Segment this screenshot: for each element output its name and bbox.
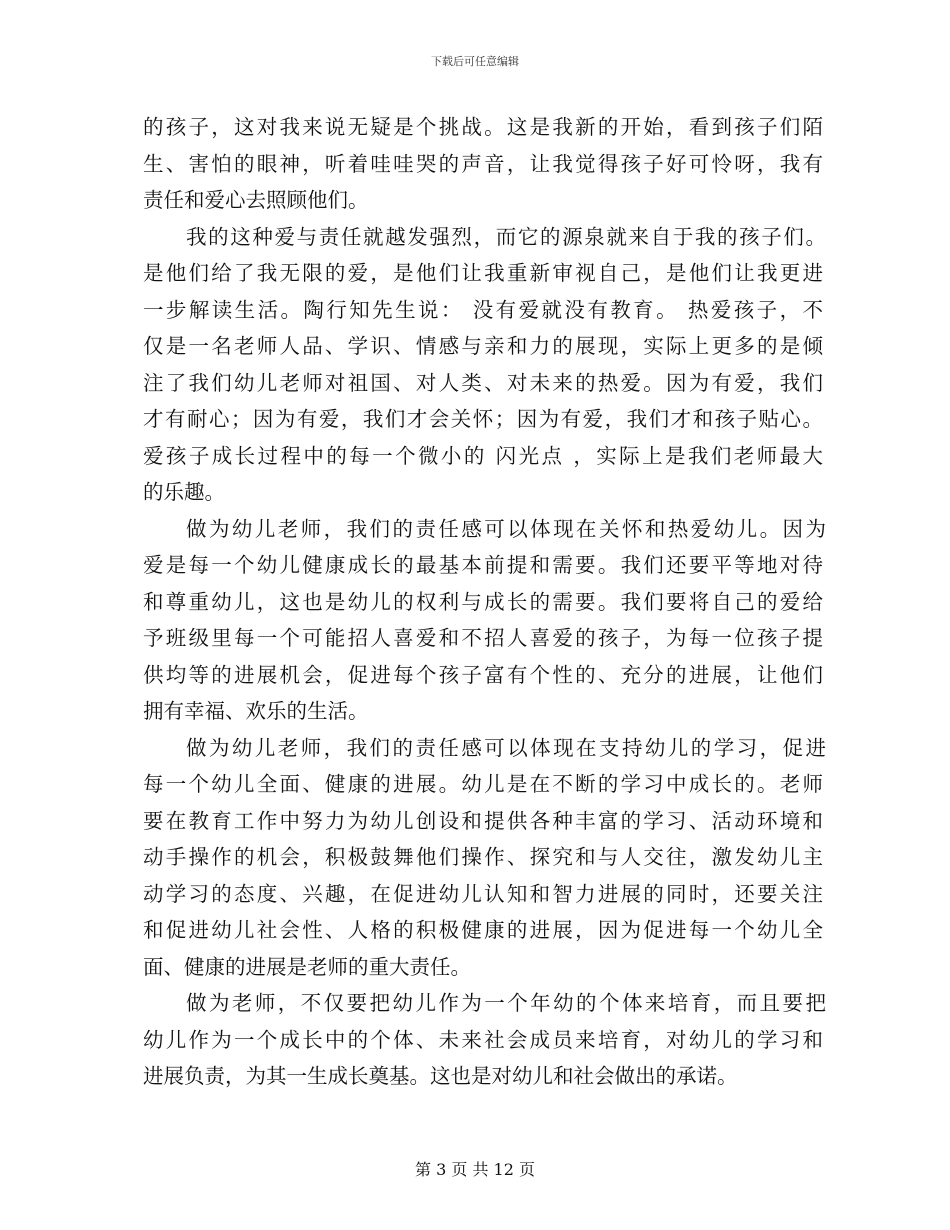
text-line: 责任和爱心去照顾他们。 bbox=[143, 188, 369, 212]
text-line: 注了我们幼儿老师对祖国、对人类、对未来的热爱。因为有爱，我们 bbox=[143, 371, 823, 395]
paragraph-first-line: 做为老师，不仅要把幼儿作为一个年幼的个体来培育，而且要把 bbox=[186, 991, 826, 1015]
text-line: 和尊重幼儿，这也是幼儿的权利与成长的需要。我们要将自己的爱给 bbox=[143, 590, 823, 614]
paragraph-first-line: 做为幼儿老师，我们的责任感可以体现在关怀和热爱幼儿。因为 bbox=[186, 517, 826, 541]
text-line: 予班级里每一个可能招人喜爱和不招人喜爱的孩子，为每一位孩子提 bbox=[143, 626, 823, 650]
text-line: 才有耐心；因为有爱，我们才会关怀；因为有爱，我们才和孩子贴心。 bbox=[143, 407, 823, 431]
text-line: 面、健康的进展是老师的重大责任。 bbox=[143, 955, 471, 979]
text-line: 仅是一名老师人品、学识、情感与亲和力的展现，实际上更多的是倾 bbox=[143, 334, 823, 358]
text-line: 要在教育工作中努力为幼儿创设和提供各种丰富的学习、活动环境和 bbox=[143, 809, 823, 833]
text-line: 爱孩子成长过程中的每一个微小的 闪光点 ，实际上是我们老师最大 bbox=[143, 444, 823, 468]
text-line: 生、害怕的眼神，听着哇哇哭的声音，让我觉得孩子好可怜呀，我有 bbox=[143, 152, 823, 176]
paragraph-first-line: 做为幼儿老师，我们的责任感可以体现在支持幼儿的学习，促进 bbox=[186, 736, 826, 760]
text-line: 的乐趣。 bbox=[143, 480, 225, 504]
text-line: 一步解读生活。陶行知先生说： 没有爱就没有教育。 热爱孩子，不 bbox=[143, 298, 823, 322]
header-note: 下载后可任意编辑 bbox=[431, 55, 519, 68]
text-line: 拥有幸福、欢乐的生活。 bbox=[143, 699, 369, 723]
text-line: 和促进幼儿社会性、人格的积极健康的进展，因为促进每一个幼儿全 bbox=[143, 918, 823, 942]
text-line: 动学习的态度、兴趣，在促进幼儿认知和智力进展的同时，还要关注 bbox=[143, 882, 823, 906]
text-line: 幼儿作为一个成长中的个体、未来社会成员来培育，对幼儿的学习和 bbox=[143, 1028, 823, 1052]
text-line: 每一个幼儿全面、健康的进展。幼儿是在不断的学习中成长的。老师 bbox=[143, 772, 823, 796]
text-line: 动手操作的机会，积极鼓舞他们操作、探究和与人交往，激发幼儿主 bbox=[143, 845, 823, 869]
text-line: 的孩子，这对我来说无疑是个挑战。这是我新的开始，看到孩子们陌 bbox=[143, 115, 823, 139]
paragraph-first-line: 我的这种爱与责任就越发强烈，而它的源泉就来自于我的孩子们。 bbox=[186, 225, 826, 249]
page-number: 第 3 页 共 12 页 bbox=[415, 1160, 535, 1179]
text-line: 进展负责，为其一生成长奠基。这也是对幼儿和社会做出的承诺。 bbox=[143, 1064, 738, 1088]
text-line: 爱是每一个幼儿健康成长的最基本前提和需要。我们还要平等地对待 bbox=[143, 553, 823, 577]
text-line: 供均等的进展机会，促进每个孩子富有个性的、充分的进展，让他们 bbox=[143, 663, 823, 687]
text-line: 是他们给了我无限的爱，是他们让我重新审视自己，是他们让我更进 bbox=[143, 261, 823, 285]
